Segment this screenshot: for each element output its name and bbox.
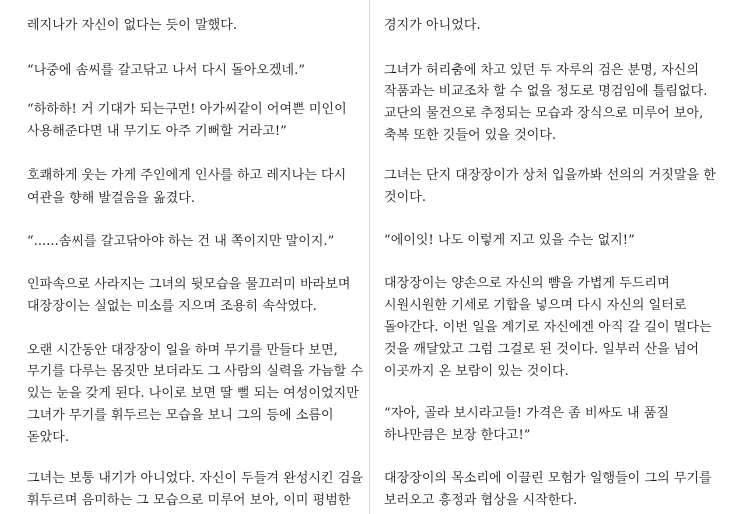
text-line: 돌아간다. 이번 일을 계기로 자신에겐 아직 갈 길이 멀다는 <box>384 320 712 335</box>
text-line: 보러오고 흥정과 협상을 시작한다. <box>384 493 578 508</box>
text-line: 호쾌하게 웃는 가게 주인에게 인사를 하고 레지나는 다시 <box>27 168 347 183</box>
text-line: 있는 눈을 갖게 된다. 나이로 보면 딸 뻘 되는 여성이었지만 <box>27 386 359 401</box>
dialogue-line: “나중에 솜씨를 갈고닦고 나서 다시 돌아오겠네.” <box>27 63 306 78</box>
text-line: 돋았다. <box>27 430 70 445</box>
text-line: 경지가 아니었다. <box>384 18 481 33</box>
text-line: 레지나가 자신이 없다는 듯이 말했다. <box>27 18 238 33</box>
text-line: 교단의 물건으로 추정되는 모습과 장식으로 미루어 보아, <box>384 106 704 121</box>
text-line: 축복 또한 깃들어 있을 것이다. <box>384 128 557 143</box>
dialogue-line: “자아, 골라 보시라고들! 가격은 좀 비싸도 내 품질 <box>384 406 669 421</box>
text-line: 이곳까지 온 보람이 있는 것이다. <box>384 364 569 379</box>
text-line: 무기를 다루는 몸짓만 보더라도 그 사람의 실력을 가늠할 수 <box>27 364 364 379</box>
text-line: 인파속으로 사라지는 그녀의 뒷모습을 물끄러미 바라보며 <box>27 277 351 292</box>
text-line: 것을 깨달았고 그럼 그걸로 된 것이다. 일부러 산을 넘어 <box>384 342 700 357</box>
text-line: 대장장이는 실없는 미소를 지으며 조용히 속삭였다. <box>27 299 317 314</box>
text-line: 것이다. <box>384 190 427 205</box>
dialogue-line: “에이잇! 나도 이렇게 지고 있을 수는 없지!” <box>384 233 635 248</box>
text-line: 오랜 시간동안 대장장이 일을 하며 무기를 만들다 보면, <box>27 343 338 358</box>
text-line: 시원시원한 기세로 기합을 넣으며 다시 자신의 일터로 <box>384 298 687 313</box>
text-line: 작품과는 비교조차 할 수 없을 정도로 명검임에 틀림없다. <box>384 84 708 99</box>
right-page <box>370 0 736 514</box>
text-line: 그녀가 허리춤에 차고 있던 두 자루의 검은 분명, 자신의 <box>384 63 700 78</box>
text-line: 그녀는 단지 대장장이가 상처 입을까봐 선의의 거짓말을 한 <box>384 168 716 183</box>
dialogue-line: “......솜씨를 갈고닦아야 하는 건 내 쪽이지만 말이지.” <box>27 234 335 249</box>
text-line: 휘두르며 음미하는 그 모습으로 미루어 보아, 이미 평범한 <box>27 493 351 508</box>
text-line: 그녀는 보통 내기가 아니었다. 자신이 두들겨 완성시킨 검을 <box>27 471 364 486</box>
text-line: 여관을 향해 발걸음을 옮겼다. <box>27 191 196 206</box>
text-line: 대장장이의 목소리에 이끌린 모험가 일행들이 그의 무기를 <box>384 471 712 486</box>
dialogue-line: 사용해준다면 내 무기도 아주 기뻐할 거라고!” <box>27 124 287 139</box>
dialogue-line: 하나만큼은 보장 한다고!” <box>384 428 531 443</box>
text-line: 대장장이는 양손으로 자신의 뺨을 가볍게 두드리며 <box>384 276 670 291</box>
text-line: 그녀가 무기를 휘두르는 모습을 보니 그의 등에 소름이 <box>27 408 334 423</box>
dialogue-line: “하하하! 거 기대가 되는구먼! 아가씨같이 어여쁜 미인이 <box>27 102 347 117</box>
